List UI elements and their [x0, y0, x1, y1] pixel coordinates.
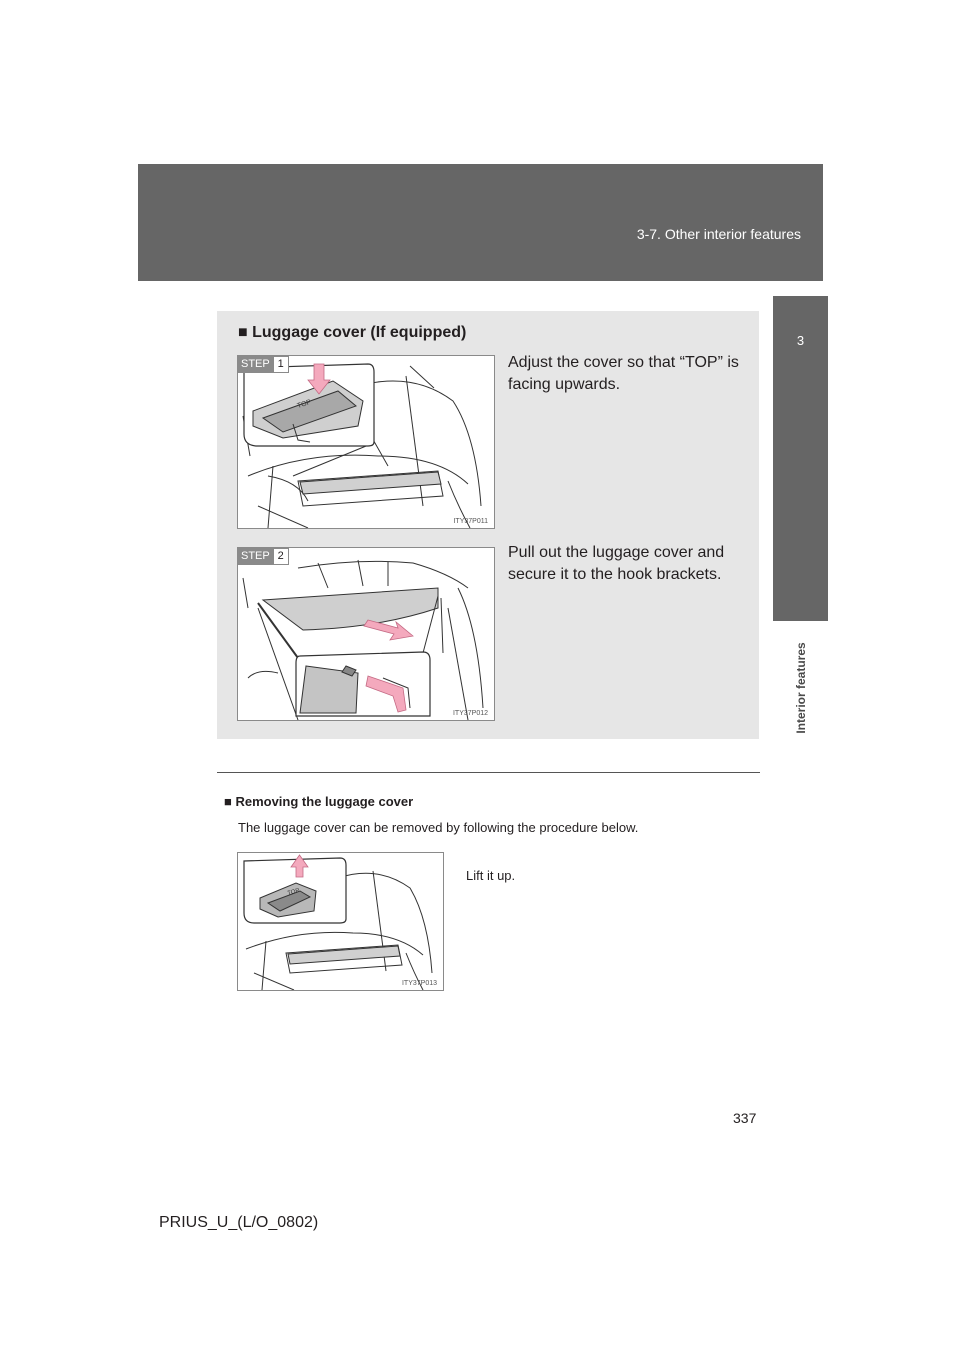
luggage-cover-heading: ■ Luggage cover (If equipped)	[238, 324, 467, 341]
step1-illustration	[237, 355, 495, 529]
cargo-area-drawing	[238, 548, 494, 720]
chapter-label	[773, 640, 828, 735]
step1-badge	[238, 356, 289, 373]
top-label: TOP	[286, 887, 301, 897]
chapter-tab	[773, 296, 828, 621]
step2-illustration	[237, 547, 495, 721]
footer-code: PRIUS_U_(L/O_0802)	[159, 1214, 319, 1231]
header-bar	[138, 164, 823, 281]
cargo-area-drawing	[238, 853, 443, 990]
top-label: TOP	[296, 398, 313, 410]
step2-badge	[238, 548, 289, 565]
figure-code: ITY37P013	[401, 980, 437, 987]
figure-code: ITY37P012	[452, 710, 488, 717]
figure-code: ITY37P011	[453, 518, 488, 525]
chapter-label-text: Interior features	[793, 641, 808, 734]
step2-instruction: Pull out the luggage cover and secure it to the hook brackets.	[508, 544, 725, 583]
step1-instruction: Adjust the cover so that “TOP” is facing upwards.	[508, 354, 739, 393]
chapter-number: 3	[796, 333, 805, 348]
step-number: 2	[273, 548, 289, 565]
lift-illustration	[237, 852, 444, 991]
removing-heading: ■ Removing the luggage cover	[224, 794, 414, 809]
step-label: STEP	[238, 356, 273, 373]
lift-instruction: Lift it up.	[466, 868, 516, 883]
section-title: 3-7. Other interior features	[636, 226, 801, 242]
page-number: 337	[733, 1110, 757, 1126]
removing-intro: The luggage cover can be removed by following the procedure below.	[238, 820, 639, 835]
step-label: STEP	[238, 548, 273, 565]
step-number: 1	[273, 356, 289, 373]
cargo-area-drawing	[238, 356, 494, 528]
pull-arrow	[364, 620, 413, 640]
section-divider	[217, 772, 760, 773]
